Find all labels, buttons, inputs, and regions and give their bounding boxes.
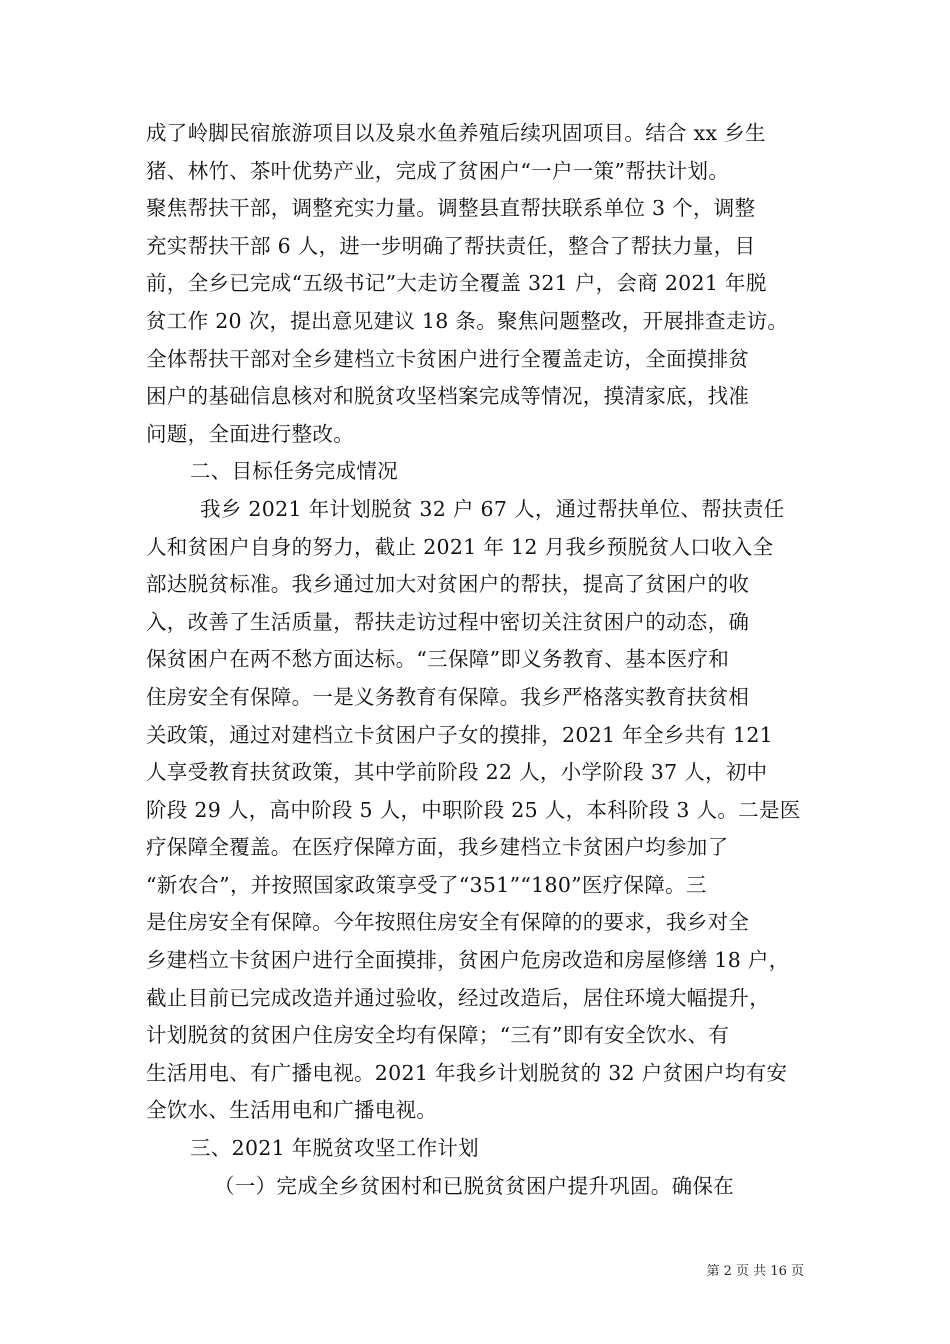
- paragraph-first-line: 我乡 2021 年计划脱贫 32 户 67 人，通过帮扶单位、帮扶责任: [200, 496, 785, 521]
- text-line: 困户的基础信息核对和脱贫攻坚档案完成等情况，摸清家底，找准: [146, 384, 750, 409]
- text-line: 全饮水、生活用电和广播电视。: [146, 1098, 438, 1123]
- text-line: “新农合”，并按照国家政策享受了“351”“180”医疗保障。三: [146, 872, 707, 897]
- section-heading-2: 二、目标任务完成情况: [190, 459, 398, 484]
- text-line: 计划脱贫的贫困户住房安全均有保障；“三有”即有安全饮水、有: [146, 1023, 730, 1048]
- subsection-first-line: （一）完成全乡贫困村和已脱贫贫困户提升巩固。确保在: [214, 1173, 734, 1198]
- text-line: 全体帮扶干部对全乡建档立卡贫困户进行全覆盖走访，全面摸排贫: [146, 346, 750, 371]
- text-line: 生活用电、有广播电视。2021 年我乡计划脱贫的 32 户贫困户均有安: [146, 1060, 788, 1085]
- text-line: 充实帮扶干部 6 人，进一步明确了帮扶责任，整合了帮扶力量，目: [146, 233, 756, 258]
- text-line: 住房安全有保障。一是义务教育有保障。我乡严格落实教育扶贫相: [146, 684, 750, 709]
- text-line: 保贫困户在两不愁方面达标。“三保障”即义务教育、基本医疗和: [146, 647, 730, 672]
- text-line: 成了岭脚民宿旅游项目以及泉水鱼养殖后续巩固项目。结合 xx 乡生: [146, 121, 766, 145]
- text-line: 入，改善了生活质量，帮扶走访过程中密切关注贫困户的动态，确: [146, 609, 750, 634]
- text-line: 猪、林竹、茶叶优势产业，完成了贫困户“一户一策”帮扶计划。: [146, 158, 730, 183]
- text-line: 乡建档立卡贫困户进行全面摸排，贫困户危房改造和房屋修缮 18 户，: [146, 948, 790, 973]
- page-number-footer: 第 2 页 共 16 页: [706, 1264, 804, 1279]
- text-line: 前，全乡已完成“五级书记”大走访全覆盖 321 户，会商 2021 年脱: [146, 271, 767, 296]
- text-line: 关政策，通过对建档立卡贫困户子女的摸排，2021 年全乡共有 121: [146, 722, 774, 747]
- text-line: 人和贫困户自身的努力，截止 2021 年 12 月我乡预脱贫人口收入全: [146, 534, 774, 559]
- body-text: [146, 115, 814, 1205]
- text-line: 疗保障全覆盖。在医疗保障方面，我乡建档立卡贫困户均参加了: [146, 835, 729, 860]
- text-line: 阶段 29 人，高中阶段 5 人，中职阶段 25 人，本科阶段 3 人。二是医: [146, 797, 801, 822]
- text-line: 人享受教育扶贫政策，其中学前阶段 22 人，小学阶段 37 人，初中: [146, 760, 768, 785]
- text-line: 截止目前已完成改造并通过验收，经过改造后，居住环境大幅提升，: [146, 985, 770, 1010]
- text-line: 是住房安全有保障。今年按照住房安全有保障的的要求，我乡对全: [146, 910, 750, 935]
- text-line: 聚焦帮扶干部，调整充实力量。调整县直帮扶联系单位 3 个，调整: [146, 196, 756, 221]
- text-line: 贫工作 20 次，提出意见建议 18 条。聚焦问题整改，开展排查走访。: [146, 308, 789, 333]
- section-heading-3: 三、2021 年脱贫攻坚工作计划: [190, 1136, 479, 1161]
- text-line: 部达脱贫标准。我乡通过加大对贫困户的帮扶，提高了贫困户的收: [146, 572, 750, 597]
- text-line: 问题，全面进行整改。: [146, 421, 354, 446]
